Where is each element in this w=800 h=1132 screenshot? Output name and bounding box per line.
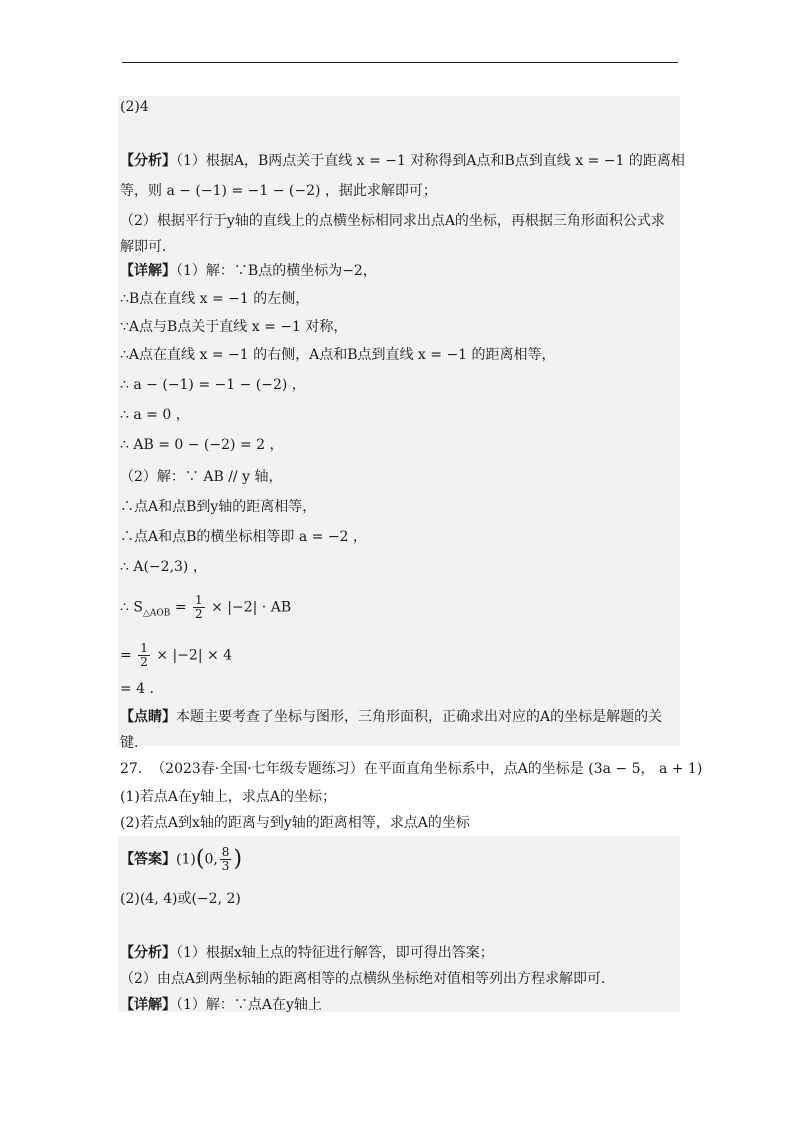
header-rule xyxy=(122,62,678,63)
q26-analysis-line-3: （2）根据平行于y轴的直线上的点横坐标相同求出点A的坐标，再根据三角形面积公式求 xyxy=(120,213,665,229)
q27-answer-1 xyxy=(120,846,242,873)
detail-text: （1）解：∵B点的横坐标为−2， xyxy=(176,263,377,279)
fraction-eight-thirds: $\frac{8}{3}$ xyxy=(221,845,230,873)
q26-comment-line-2: 键. xyxy=(120,735,139,751)
q26-area-formula xyxy=(120,594,291,622)
answer-tag: 【答案】 xyxy=(120,851,176,868)
comment-text: 本题主要考查了坐标与图形，三角形面积，正确求出对应的A的坐标是解题的关 xyxy=(176,709,663,725)
q26-detail-line-9: ∴点A和点B到y轴的距离相等， xyxy=(120,499,317,515)
q27-subquestion-1: (1)若点A在y轴上，求点A的坐标； xyxy=(120,789,336,805)
area-symbol: ∴ S xyxy=(120,599,143,616)
substitution-rest: × |−2| × 4 xyxy=(151,647,233,664)
q26-detail-line-7: ∴ AB = 0 − (−2) = 2 ， xyxy=(120,437,284,453)
fraction-one-half: $\frac{1}{2}$ xyxy=(140,641,148,669)
q27-detail-line-1 xyxy=(120,996,322,1014)
q26-area-result: = 4 . xyxy=(120,681,154,697)
area-subscript: △AOB xyxy=(142,608,171,619)
detail-text: （1）解：∵点A在y轴上 xyxy=(176,997,322,1013)
area-formula-rest: × |−2| · AB xyxy=(206,599,292,616)
q27-subquestion-2: (2)若点A到x轴的距离与到y轴的距离相等，求点A的坐标 xyxy=(120,815,470,831)
answer-label: (1) xyxy=(176,851,196,868)
q26-detail-line-1 xyxy=(120,262,377,280)
equals-sign: = xyxy=(170,599,192,616)
q27-answer-2: (2)(4, 4)或(−2, 2) xyxy=(120,891,241,907)
comment-tag: 【点睛】 xyxy=(120,709,176,725)
q26-detail-line-4: ∴A点在直线 x = −1 的右侧，A点和B点到直线 x = −1 的距离相等， xyxy=(120,347,556,363)
q26-detail-line-6: ∴ a = 0 ， xyxy=(120,407,190,423)
analysis-tag: 【分析】 xyxy=(120,153,176,169)
detail-tag: 【详解】 xyxy=(120,997,176,1013)
q26-part2-answer: (2)4 xyxy=(120,99,149,115)
q27-analysis-line-1 xyxy=(120,944,494,962)
q27-stem: 27. （2023春·全国·七年级专题练习）在平面直角坐标系中，点A的坐标是 (3a − 5， a + 1) xyxy=(120,761,703,777)
fraction-one-half: $\frac{1}{2}$ xyxy=(195,593,203,621)
q26-detail-line-8: （2）解：∵ AB // y 轴， xyxy=(120,469,283,485)
detail-tag: 【详解】 xyxy=(120,263,176,279)
q26-detail-line-2: ∴B点在直线 x = −1 的左侧， xyxy=(120,291,310,307)
q26-detail-line-11: ∴ A(−2,3) ， xyxy=(120,559,207,575)
answer-x: 0, xyxy=(204,851,218,868)
q26-comment-line-1 xyxy=(120,708,662,726)
q26-analysis-line-1 xyxy=(120,152,685,170)
q26-detail-line-5: ∴ a − (−1) = −1 − (−2) ， xyxy=(120,377,306,393)
q26-detail-line-3: ∵A点与B点关于直线 x = −1 对称， xyxy=(120,319,348,335)
equals-sign: = xyxy=(120,647,137,664)
right-paren: ) xyxy=(233,846,243,872)
q26-area-substitution xyxy=(120,642,232,669)
analysis-tag: 【分析】 xyxy=(120,945,176,961)
q26-analysis-line-2: 等，则 a − (−1) = −1 − (−2) ，据此求解即可； xyxy=(120,183,437,199)
analysis-text: （1）根据x轴上点的特征进行解答，即可得出答案； xyxy=(176,945,494,961)
q27-analysis-line-2: （2）由点A到两坐标轴的距离相等的点横纵坐标绝对值相等列出方程求解即可． xyxy=(120,971,616,987)
analysis-text: （1）根据A，B两点关于直线 x = −1 对称得到A点和B点到直线 x = −1 的距离相 xyxy=(176,153,685,169)
q26-detail-line-10: ∴点A和点B的横坐标相等即 a = −2 ， xyxy=(120,529,367,545)
left-paren: ( xyxy=(195,846,205,872)
q26-analysis-line-4: 解即可． xyxy=(120,239,176,255)
